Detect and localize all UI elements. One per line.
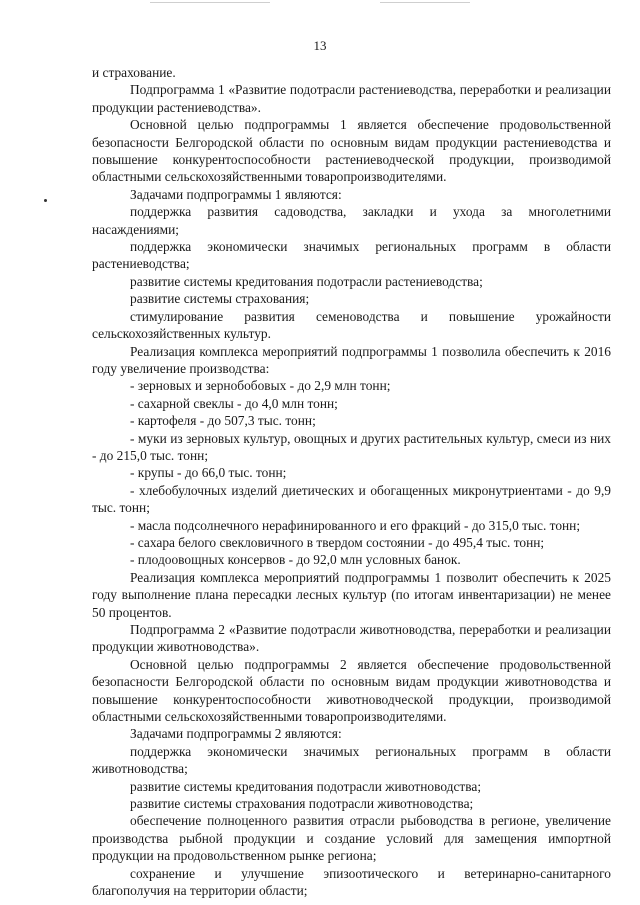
section-heading: Подпрограмма 1 «Развитие подотрасли растениеводства, переработки и реализации продукции растениеводства».: [92, 82, 611, 115]
paragraph: - муки из зерновых культур, овощных и других растительных культур, смеси из них - до 215,0 тыс. тонн;: [92, 430, 611, 463]
paragraph: поддержка экономически значимых региональных программ в области растениеводства;: [92, 239, 611, 272]
paragraph: и страхование.: [92, 65, 176, 80]
paragraph: - хлебобулочных изделий диетических и обогащенных микронутриентами - до 9,9 тыс. тонн;: [92, 482, 611, 516]
paragraph: Основной целью подпрограммы 2 является обеспечение продовольственной безопасности Белгородской области по основным видам продукции животноводства и повышение конкурентоспособности животноводческой продукции, производимой областными сельскохозяйственными товаропроизводителями.: [92, 656, 611, 725]
paragraph: Реализация комплекса мероприятий подпрограммы 1 позволит обеспечить к 2025 году выполнение плана пересадки лесных культур (по итогам инвентаризации) не менее 50 процентов.: [92, 569, 611, 620]
margin-dot: [44, 199, 47, 202]
paragraph: Основной целью подпрограммы 1 является обеспечение продовольственной безопасности Белгородской области по основным видам продукции растениеводства и повышение конкурентоспособности растениеводческой продукции, производимой областными сельскохозяйственными товаропроизводителями.: [92, 117, 611, 185]
paragraph: обеспечение полноценного развития отрасли рыбоводства в регионе, увеличение производства рыбной продукции и создание условий для замещения импортной продукции на продовольственном рынке региона;: [92, 813, 611, 864]
paragraph: Реализация комплекса мероприятий подпрограммы 1 позволила обеспечить к 2016 году увеличение производства:: [92, 343, 611, 376]
paragraph: Задачами подпрограммы 1 являются:: [130, 186, 342, 202]
paragraph: развитие системы страхования;: [130, 291, 310, 307]
paragraph: развитие системы кредитования подотрасли растениеводства;: [130, 273, 483, 289]
paragraph: - зерновых и зернобобовых - до 2,9 млн тонн;: [130, 378, 391, 394]
paragraph: развитие системы страхования подотрасли животноводства;: [130, 796, 474, 812]
paragraph: - масла подсолнечного нерафинированного и его фракций - до 315,0 тыс. тонн;: [130, 517, 581, 533]
paragraph: поддержка развития садоводства, закладки и ухода за многолетними насаждениями;: [92, 204, 611, 237]
paragraph: - крупы - до 66,0 тыс. тонн;: [130, 465, 287, 481]
paragraph: - картофеля - до 507,3 тыс. тонн;: [130, 413, 316, 429]
paragraph: - плодоовощных консервов - до 92,0 млн условных банок.: [130, 552, 461, 568]
paragraph: сохранение и улучшение эпизоотического и ветеринарно-санитарного благополучия на территории области;: [92, 865, 611, 899]
paragraph: - сахарной свеклы - до 4,0 млн тонн;: [130, 395, 338, 411]
paragraph: стимулирование развития семеноводства и повышение урожайности сельскохозяйственных культур.: [92, 308, 611, 342]
paragraph: развитие системы кредитования подотрасли животноводства;: [130, 778, 482, 794]
top-edge-mark: [150, 2, 270, 3]
top-edge-mark: [380, 2, 470, 3]
paragraph: - сахара белого свекловичного в твердом состоянии - до 495,4 тыс. тонн;: [130, 534, 545, 550]
document-body: [92, 64, 611, 900]
page-number: 13: [313, 38, 327, 53]
paragraph: Задачами подпрограммы 2 являются:: [130, 726, 342, 742]
paragraph: поддержка экономически значимых региональных программ в области животноводства;: [92, 743, 611, 777]
section-heading: Подпрограмма 2 «Развитие подотрасли животноводства, переработки и реализации продукции животноводства».: [92, 622, 611, 655]
